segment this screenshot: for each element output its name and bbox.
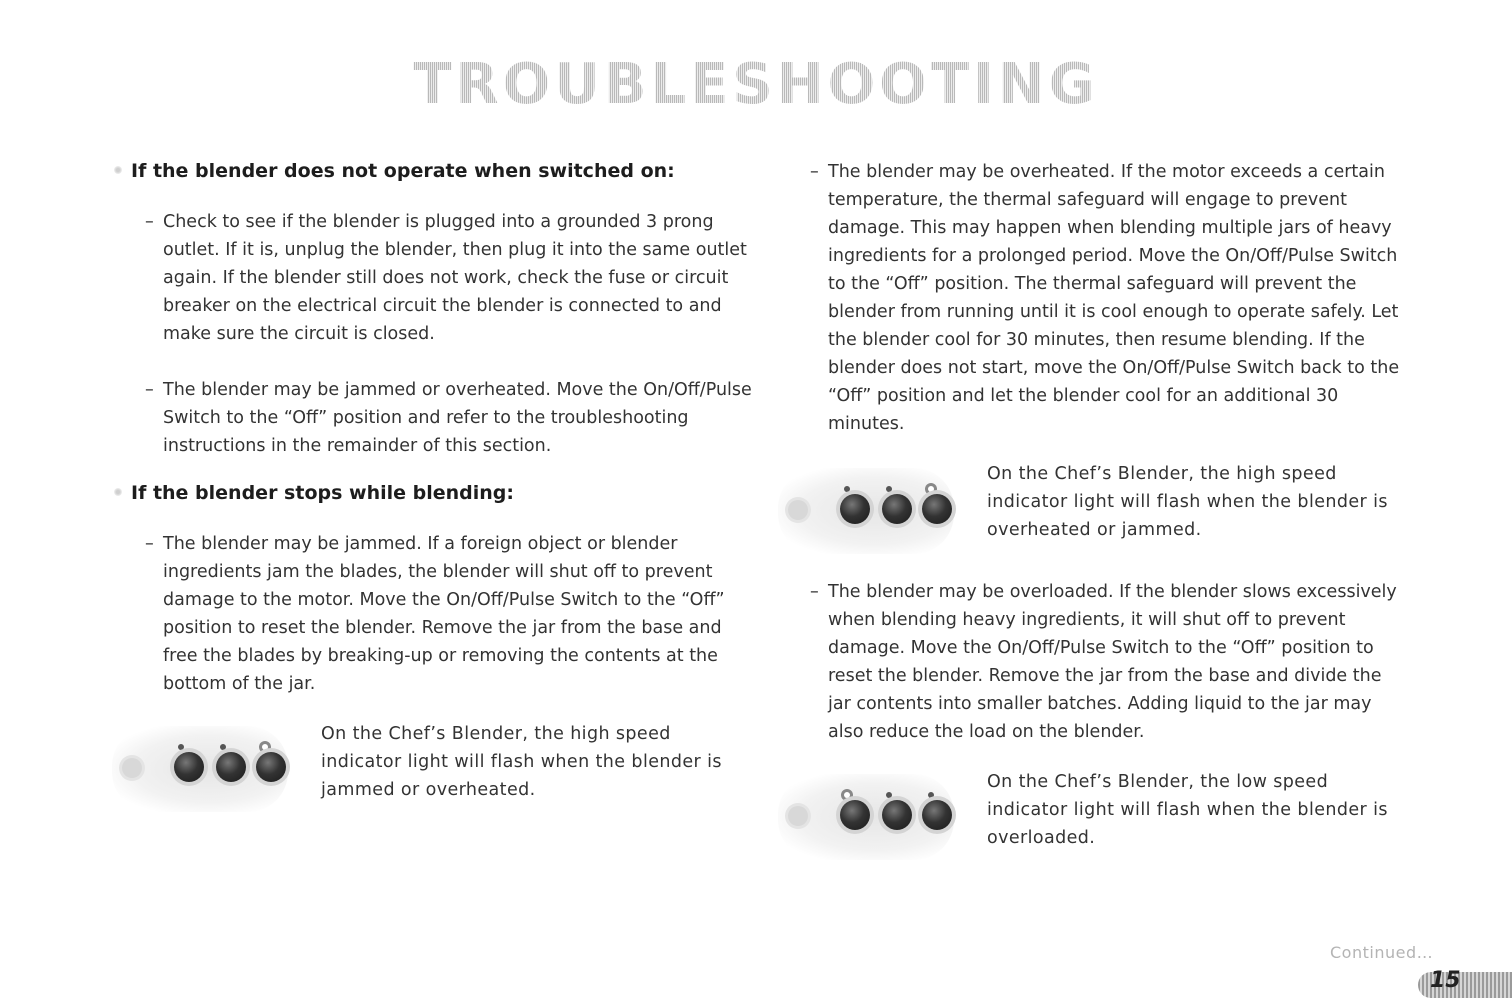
item-text: The blender may be overheated. If the motor exceeds a certain temperature, the thermal safeguard will engage to prevent damage. This may happen when blending multiple jars of heavy ingredients for a prolonged period. Move the On/Off/Pulse Switch to the “Off” position. The thermal safeguard will prevent the blender from running until it is cool enough to operate safely. Let the blender cool for 30 minutes, then resume blending. If the blender does not start, move the On/Off/Pulse Switch back to the “Off” position and let the blender cool for an additional 30 minutes. xyxy=(828,162,1400,434)
knob-icon xyxy=(922,800,952,830)
indicator-light-icon xyxy=(220,744,226,750)
indicator-light-icon xyxy=(844,486,850,492)
indicator-note xyxy=(112,726,752,812)
indicator-light-flash-icon xyxy=(844,792,850,798)
section-heading-not-operate xyxy=(112,160,752,182)
dash-icon: – xyxy=(145,534,154,554)
control-panel-image xyxy=(778,774,954,860)
control-panel-image xyxy=(112,726,288,812)
indicator-light-icon xyxy=(886,486,892,492)
knob-icon xyxy=(840,494,870,524)
section-heading-text: If the blender does not operate when switched on: xyxy=(131,160,675,182)
knob-icon xyxy=(216,752,246,782)
continued-label: Continued… xyxy=(1330,943,1434,962)
knob-icon xyxy=(174,752,204,782)
knob-icon xyxy=(256,752,286,782)
indicator-light-icon xyxy=(886,792,892,798)
item-text: The blender may be overloaded. If the blender slows excessively when blending heavy ingredients, it will shut off to prevent damage. Move the On/Off/Pulse Switch to the “Off” position to reset the blender. Remove the jar from the base and divide the jar contents into smaller batches. Adding liquid to the jar may also reduce the load on the blender. xyxy=(828,582,1397,742)
indicator-light-icon xyxy=(178,744,184,750)
list-item xyxy=(112,376,752,460)
bullet-icon xyxy=(114,488,122,496)
list-item xyxy=(112,530,752,698)
pulse-button-icon xyxy=(788,500,808,520)
pulse-button-icon xyxy=(122,758,142,778)
indicator-light-flash-icon xyxy=(262,744,268,750)
section-heading-text: If the blender stops while blending: xyxy=(131,482,514,504)
dash-icon: – xyxy=(145,380,154,400)
dash-icon: – xyxy=(145,212,154,232)
knob-icon xyxy=(922,494,952,524)
list-item xyxy=(808,578,1408,746)
pulse-button-icon xyxy=(788,806,808,826)
indicator-light-flash-icon xyxy=(928,486,934,492)
indicator-note xyxy=(808,466,1408,552)
page-title: TROUBLESHOOTING xyxy=(0,52,1512,118)
right-column xyxy=(808,150,1408,860)
knob-icon xyxy=(882,494,912,524)
section-heading-stops xyxy=(112,482,752,504)
note-text: On the Chef’s Blender, the high speed indicator light will flash when the blender is jammed or overheated. xyxy=(321,724,722,800)
indicator-note xyxy=(808,774,1408,860)
dash-icon: – xyxy=(810,582,819,602)
control-panel-image xyxy=(778,468,954,554)
indicator-light-icon xyxy=(928,792,934,798)
note-text: On the Chef’s Blender, the high speed indicator light will flash when the blender is overheated or jammed. xyxy=(987,464,1388,540)
bullet-icon xyxy=(114,166,122,174)
page-number: 15 xyxy=(1430,968,1461,993)
note-text: On the Chef’s Blender, the low speed indicator light will flash when the blender is overloaded. xyxy=(987,772,1388,848)
item-text: The blender may be jammed or overheated. Move the On/Off/Pulse Switch to the “Off” position and refer to the troubleshooting instructions in the remainder of this section. xyxy=(163,380,752,456)
item-text: The blender may be jammed. If a foreign object or blender ingredients jam the blades, the blender will shut off to prevent damage to the motor. Move the On/Off/Pulse Switch to the “Off” position to reset the blender. Remove the jar from the base and free the blades by breaking-up or removing the contents at the bottom of the jar. xyxy=(163,534,725,694)
list-item xyxy=(808,158,1408,438)
left-column xyxy=(112,150,752,812)
dash-icon: – xyxy=(810,162,819,182)
list-item xyxy=(112,208,752,348)
knob-icon xyxy=(840,800,870,830)
item-text: Check to see if the blender is plugged into a grounded 3 prong outlet. If it is, unplug the blender, then plug it into the same outlet again. If the blender still does not work, check the fuse or circuit breaker on the electrical circuit the blender is connected to and make sure the circuit is closed. xyxy=(163,212,747,344)
knob-icon xyxy=(882,800,912,830)
